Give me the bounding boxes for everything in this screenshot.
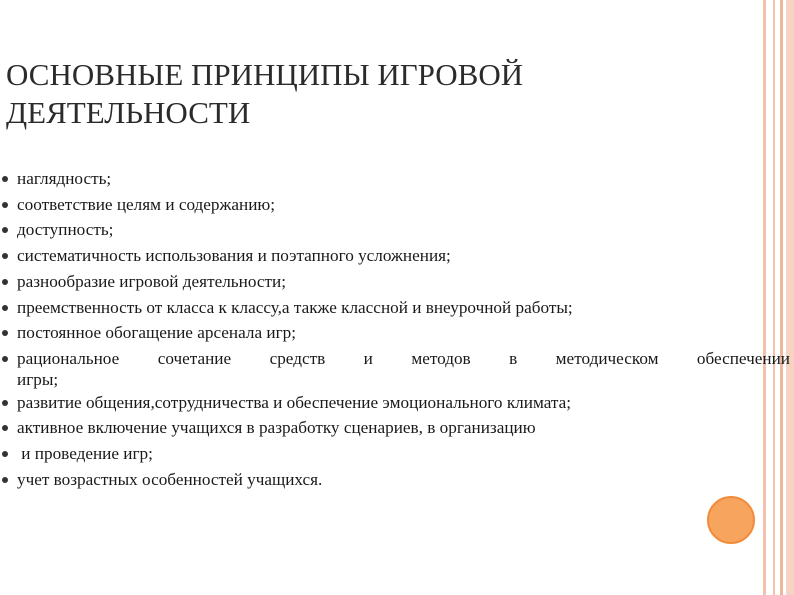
list-item-text: и проведение игр; — [17, 444, 153, 464]
list-item — [0, 166, 790, 192]
bullet-icon — [2, 425, 8, 431]
list-item — [0, 441, 790, 467]
principles-list — [0, 166, 790, 492]
list-item — [0, 192, 790, 218]
list-item — [0, 295, 790, 321]
list-item — [0, 346, 790, 387]
list-item-text: постоянное обогащение арсенала игр; — [17, 323, 297, 343]
list-item-continuation: игры; — [17, 369, 59, 389]
list-item-text: доступность; — [17, 220, 114, 240]
list-item — [0, 269, 790, 295]
title-line: ОСНОВНЫЕ ПРИНЦИПЫ ИГРОВОЙ — [6, 57, 524, 92]
bullet-icon — [2, 227, 8, 233]
list-item — [0, 415, 790, 441]
list-item — [0, 243, 790, 269]
list-item-text: преемственность от класса к классу,а также классной и внеурочной работы; — [17, 297, 573, 317]
list-item-text: разнообразие игровой деятельности; — [17, 271, 286, 291]
bullet-icon — [2, 253, 8, 259]
list-item-text: активное включение учащихся в разработку сценариев, в организацию — [17, 418, 536, 438]
list-item — [0, 467, 790, 493]
bullet-icon — [2, 202, 8, 208]
bullet-icon — [2, 356, 8, 362]
bullet-icon — [2, 305, 8, 311]
bullet-icon — [2, 279, 8, 285]
title-line: ДЕЯТЕЛЬНОСТИ — [6, 95, 251, 130]
bullet-icon — [2, 330, 8, 336]
list-item-text: систематичность использования и поэтапного усложнения; — [17, 246, 451, 266]
bullet-icon — [2, 176, 8, 182]
list-item — [0, 217, 790, 243]
list-item — [0, 390, 790, 416]
bullet-icon — [2, 477, 8, 483]
list-item-text: рациональное сочетание средств и методов в методическом обеспечении — [17, 348, 790, 368]
list-item-text: развитие общения,сотрудничества и обеспечение эмоционального климата; — [17, 392, 572, 412]
list-item-text: наглядность; — [17, 169, 112, 188]
orange-circle-decoration — [707, 496, 755, 544]
bullet-icon — [2, 400, 8, 406]
list-item-text: соответствие целям и содержанию; — [17, 194, 276, 214]
list-item — [0, 320, 790, 346]
bullet-icon — [2, 451, 8, 457]
list-item-text: учет возрастных особенностей учащихся. — [17, 469, 323, 489]
slide-title — [6, 56, 746, 132]
